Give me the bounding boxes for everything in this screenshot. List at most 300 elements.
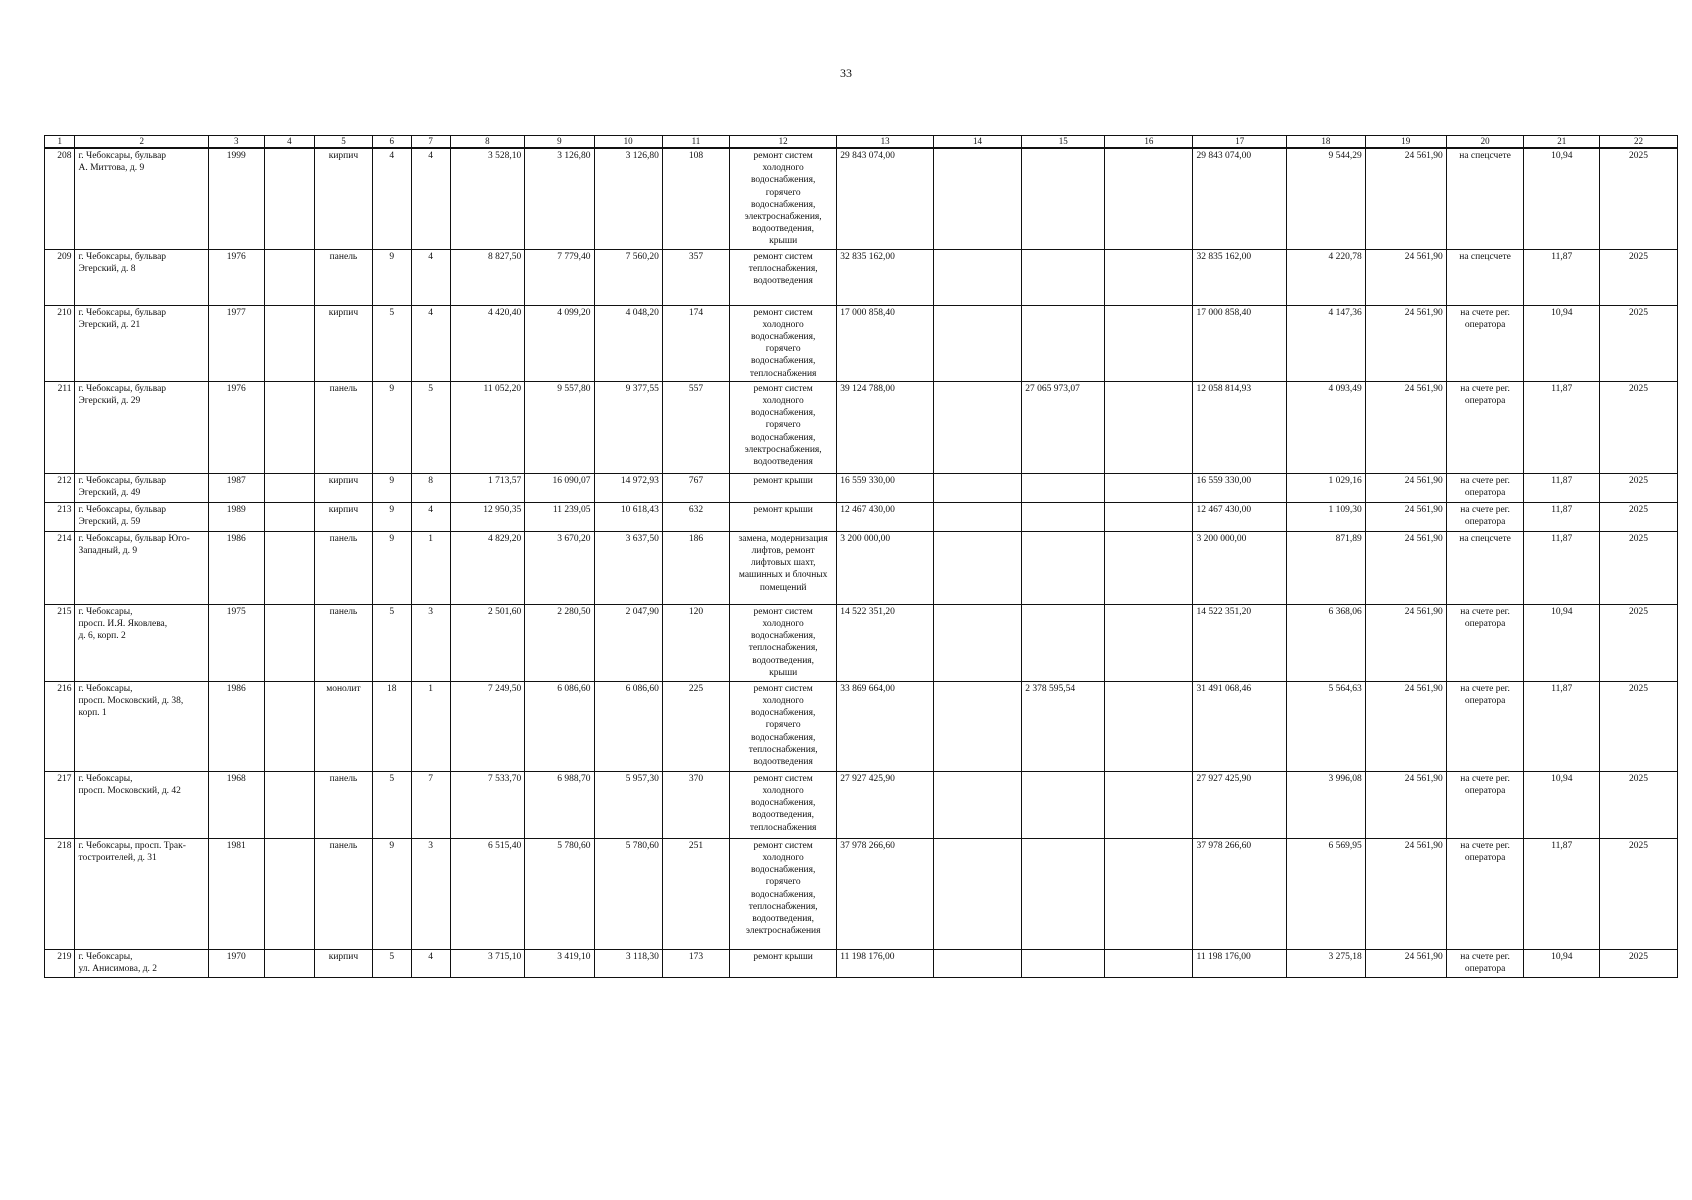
col17-cell: 12 058 814,93	[1193, 381, 1287, 473]
area-a-cell: 11 239,05	[525, 502, 594, 531]
area-b-cell: 3 126,80	[594, 148, 662, 249]
floors-cell: 5	[372, 949, 411, 977]
residents-cell: 173	[662, 949, 729, 977]
area-total-cell: 3 715,10	[450, 949, 525, 977]
row-number: 213	[45, 502, 75, 531]
col22-cell: 2025	[1600, 604, 1678, 681]
account-cell: на счете рег. оператора	[1446, 381, 1524, 473]
area-a-cell: 9 557,80	[525, 381, 594, 473]
address-cell: г. Чебоксары, бульвар Эгерский, д. 49	[75, 473, 208, 502]
table-row	[45, 604, 1678, 681]
total-cost-cell: 3 200 000,00	[837, 531, 934, 604]
account-cell: на счете рег. оператора	[1446, 838, 1524, 949]
column-number: 17	[1193, 136, 1287, 149]
works-cell: ремонт систем холодного водоснабжения, горячего водоснабжения, теплоснабжения	[730, 305, 837, 381]
area-a-cell: 5 780,60	[525, 838, 594, 949]
col19-cell: 24 561,90	[1365, 681, 1446, 771]
col22-cell: 2025	[1600, 305, 1678, 381]
col17-cell: 12 467 430,00	[1193, 502, 1287, 531]
col17-cell: 32 835 162,00	[1193, 249, 1287, 305]
total-cost-cell: 39 124 788,00	[837, 381, 934, 473]
material-cell: панель	[315, 771, 373, 838]
floors-cell: 9	[372, 473, 411, 502]
col15-cell	[1022, 604, 1105, 681]
col14-cell	[933, 838, 1021, 949]
material-cell: кирпич	[315, 148, 373, 249]
total-cost-cell: 33 869 664,00	[837, 681, 934, 771]
col21-cell: 11,87	[1524, 502, 1600, 531]
col21-cell: 10,94	[1524, 148, 1600, 249]
material-cell: кирпич	[315, 502, 373, 531]
column-number: 5	[315, 136, 373, 149]
col17-cell: 16 559 330,00	[1193, 473, 1287, 502]
works-cell: ремонт крыши	[730, 502, 837, 531]
total-cost-cell: 12 467 430,00	[837, 502, 934, 531]
column-number: 8	[450, 136, 525, 149]
table-row	[45, 381, 1678, 473]
residents-cell: 186	[662, 531, 729, 604]
entrances-cell: 4	[411, 305, 450, 381]
col19-cell: 24 561,90	[1365, 838, 1446, 949]
col16-cell	[1105, 838, 1193, 949]
col4-cell	[264, 148, 314, 249]
col15-cell	[1022, 249, 1105, 305]
residents-cell: 251	[662, 838, 729, 949]
works-cell: ремонт систем холодного водоснабжения, горячего водоснабжения, теплоснабжения, водоотведения, электроснабжения	[730, 838, 837, 949]
table-row	[45, 531, 1678, 604]
floors-cell: 5	[372, 604, 411, 681]
material-cell: панель	[315, 531, 373, 604]
residents-cell: 767	[662, 473, 729, 502]
residents-cell: 557	[662, 381, 729, 473]
col21-cell: 11,87	[1524, 381, 1600, 473]
table-row	[45, 305, 1678, 381]
col19-cell: 24 561,90	[1365, 381, 1446, 473]
material-cell: кирпич	[315, 949, 373, 977]
col21-cell: 10,94	[1524, 949, 1600, 977]
area-a-cell: 6 988,70	[525, 771, 594, 838]
col17-cell: 27 927 425,90	[1193, 771, 1287, 838]
area-b-cell: 3 118,30	[594, 949, 662, 977]
col19-cell: 24 561,90	[1365, 604, 1446, 681]
col18-cell: 1 029,16	[1286, 473, 1365, 502]
col19-cell: 24 561,90	[1365, 771, 1446, 838]
col22-cell: 2025	[1600, 502, 1678, 531]
total-cost-cell: 17 000 858,40	[837, 305, 934, 381]
col14-cell	[933, 249, 1021, 305]
area-total-cell: 3 528,10	[450, 148, 525, 249]
residents-cell: 632	[662, 502, 729, 531]
row-number: 217	[45, 771, 75, 838]
col19-cell: 24 561,90	[1365, 148, 1446, 249]
floors-cell: 9	[372, 249, 411, 305]
total-cost-cell: 37 978 266,60	[837, 838, 934, 949]
material-cell: панель	[315, 838, 373, 949]
col18-cell: 5 564,63	[1286, 681, 1365, 771]
col18-cell: 3 996,08	[1286, 771, 1365, 838]
address-cell: г. Чебоксары, бульвар Эгерский, д. 29	[75, 381, 208, 473]
area-b-cell: 3 637,50	[594, 531, 662, 604]
floors-cell: 5	[372, 771, 411, 838]
entrances-cell: 4	[411, 502, 450, 531]
table-row	[45, 249, 1678, 305]
total-cost-cell: 16 559 330,00	[837, 473, 934, 502]
year-cell: 1970	[208, 949, 264, 977]
address-cell: г. Чебоксары, бульвар Эгерский, д. 21	[75, 305, 208, 381]
col4-cell	[264, 381, 314, 473]
floors-cell: 4	[372, 148, 411, 249]
table-row	[45, 681, 1678, 771]
area-a-cell: 7 779,40	[525, 249, 594, 305]
year-cell: 1981	[208, 838, 264, 949]
col15-cell	[1022, 148, 1105, 249]
col15-cell	[1022, 771, 1105, 838]
col22-cell: 2025	[1600, 473, 1678, 502]
col17-cell: 17 000 858,40	[1193, 305, 1287, 381]
col14-cell	[933, 949, 1021, 977]
col16-cell	[1105, 604, 1193, 681]
col17-cell: 3 200 000,00	[1193, 531, 1287, 604]
column-number: 4	[264, 136, 314, 149]
total-cost-cell: 14 522 351,20	[837, 604, 934, 681]
address-cell: г. Чебоксары, просп. Московский, д. 38, корп. 1	[75, 681, 208, 771]
row-number: 216	[45, 681, 75, 771]
entrances-cell: 3	[411, 604, 450, 681]
col16-cell	[1105, 249, 1193, 305]
year-cell: 1987	[208, 473, 264, 502]
row-number: 211	[45, 381, 75, 473]
column-number: 22	[1600, 136, 1678, 149]
residents-cell: 370	[662, 771, 729, 838]
floors-cell: 9	[372, 381, 411, 473]
table-row	[45, 502, 1678, 531]
col16-cell	[1105, 949, 1193, 977]
col18-cell: 4 093,49	[1286, 381, 1365, 473]
area-total-cell: 4 420,40	[450, 305, 525, 381]
year-cell: 1968	[208, 771, 264, 838]
column-number: 16	[1105, 136, 1193, 149]
column-number: 20	[1446, 136, 1524, 149]
col22-cell: 2025	[1600, 531, 1678, 604]
column-number: 2	[75, 136, 208, 149]
residents-cell: 108	[662, 148, 729, 249]
row-number: 218	[45, 838, 75, 949]
col15-cell	[1022, 949, 1105, 977]
area-total-cell: 4 829,20	[450, 531, 525, 604]
total-cost-cell: 32 835 162,00	[837, 249, 934, 305]
entrances-cell: 7	[411, 771, 450, 838]
col17-cell: 14 522 351,20	[1193, 604, 1287, 681]
col21-cell: 10,94	[1524, 305, 1600, 381]
entrances-cell: 1	[411, 531, 450, 604]
table-row	[45, 771, 1678, 838]
column-number: 9	[525, 136, 594, 149]
col21-cell: 11,87	[1524, 681, 1600, 771]
works-cell: замена, модернизация лифтов, ремонт лифтовых шахт, машинных и блочных помещений	[730, 531, 837, 604]
col16-cell	[1105, 531, 1193, 604]
col18-cell: 9 544,29	[1286, 148, 1365, 249]
col18-cell: 4 220,78	[1286, 249, 1365, 305]
area-total-cell: 8 827,50	[450, 249, 525, 305]
total-cost-cell: 27 927 425,90	[837, 771, 934, 838]
year-cell: 1989	[208, 502, 264, 531]
works-cell: ремонт крыши	[730, 949, 837, 977]
material-cell: кирпич	[315, 473, 373, 502]
col14-cell	[933, 381, 1021, 473]
col21-cell: 10,94	[1524, 771, 1600, 838]
entrances-cell: 5	[411, 381, 450, 473]
works-cell: ремонт систем холодного водоснабжения, горячего водоснабжения, электроснабжения, водоотведения, крыши	[730, 148, 837, 249]
account-cell: на спецсчете	[1446, 531, 1524, 604]
col16-cell	[1105, 148, 1193, 249]
floors-cell: 9	[372, 502, 411, 531]
column-number: 15	[1022, 136, 1105, 149]
material-cell: панель	[315, 381, 373, 473]
col21-cell: 11,87	[1524, 838, 1600, 949]
column-number: 14	[933, 136, 1021, 149]
col14-cell	[933, 473, 1021, 502]
year-cell: 1986	[208, 531, 264, 604]
area-a-cell: 16 090,07	[525, 473, 594, 502]
area-total-cell: 11 052,20	[450, 381, 525, 473]
col14-cell	[933, 604, 1021, 681]
col17-cell: 11 198 176,00	[1193, 949, 1287, 977]
col22-cell: 2025	[1600, 771, 1678, 838]
total-cost-cell: 29 843 074,00	[837, 148, 934, 249]
material-cell: кирпич	[315, 305, 373, 381]
column-number: 12	[730, 136, 837, 149]
works-cell: ремонт систем холодного водоснабжения, горячего водоснабжения, теплоснабжения, водоотведения	[730, 681, 837, 771]
area-total-cell: 7 249,50	[450, 681, 525, 771]
account-cell: на счете рег. оператора	[1446, 681, 1524, 771]
floors-cell: 9	[372, 531, 411, 604]
area-b-cell: 2 047,90	[594, 604, 662, 681]
column-number: 18	[1286, 136, 1365, 149]
area-total-cell: 12 950,35	[450, 502, 525, 531]
residents-cell: 174	[662, 305, 729, 381]
col15-cell	[1022, 305, 1105, 381]
residents-cell: 357	[662, 249, 729, 305]
col19-cell: 24 561,90	[1365, 249, 1446, 305]
area-b-cell: 14 972,93	[594, 473, 662, 502]
col14-cell	[933, 681, 1021, 771]
col4-cell	[264, 771, 314, 838]
col4-cell	[264, 305, 314, 381]
area-b-cell: 9 377,55	[594, 381, 662, 473]
col17-cell: 29 843 074,00	[1193, 148, 1287, 249]
col18-cell: 4 147,36	[1286, 305, 1365, 381]
col4-cell	[264, 531, 314, 604]
floors-cell: 18	[372, 681, 411, 771]
area-total-cell: 1 713,57	[450, 473, 525, 502]
col15-cell	[1022, 531, 1105, 604]
account-cell: на счете рег. оператора	[1446, 502, 1524, 531]
col14-cell	[933, 531, 1021, 604]
address-cell: г. Чебоксары, бульвар А. Миттова, д. 9	[75, 148, 208, 249]
entrances-cell: 3	[411, 838, 450, 949]
row-number: 219	[45, 949, 75, 977]
page-number: 33	[840, 66, 852, 80]
area-total-cell: 6 515,40	[450, 838, 525, 949]
row-number: 214	[45, 531, 75, 604]
address-cell: г. Чебоксары, бульвар Юго- Западный, д. 9	[75, 531, 208, 604]
row-number: 212	[45, 473, 75, 502]
address-cell: г. Чебоксары, ул. Анисимова, д. 2	[75, 949, 208, 977]
row-number: 215	[45, 604, 75, 681]
area-b-cell: 7 560,20	[594, 249, 662, 305]
col16-cell	[1105, 502, 1193, 531]
col4-cell	[264, 604, 314, 681]
works-cell: ремонт систем холодного водоснабжения, теплоснабжения, водоотведения, крыши	[730, 604, 837, 681]
col22-cell: 2025	[1600, 838, 1678, 949]
col18-cell: 3 275,18	[1286, 949, 1365, 977]
floors-cell: 9	[372, 838, 411, 949]
col22-cell: 2025	[1600, 381, 1678, 473]
col19-cell: 24 561,90	[1365, 305, 1446, 381]
row-number: 209	[45, 249, 75, 305]
col14-cell	[933, 502, 1021, 531]
col21-cell: 11,87	[1524, 249, 1600, 305]
col4-cell	[264, 502, 314, 531]
area-b-cell: 5 780,60	[594, 838, 662, 949]
col15-cell	[1022, 838, 1105, 949]
year-cell: 1976	[208, 381, 264, 473]
col16-cell	[1105, 771, 1193, 838]
col18-cell: 871,89	[1286, 531, 1365, 604]
column-number: 7	[411, 136, 450, 149]
area-b-cell: 5 957,30	[594, 771, 662, 838]
col17-cell: 31 491 068,46	[1193, 681, 1287, 771]
address-cell: г. Чебоксары, бульвар Эгерский, д. 59	[75, 502, 208, 531]
column-number: 21	[1524, 136, 1600, 149]
area-total-cell: 7 533,70	[450, 771, 525, 838]
account-cell: на счете рег. оператора	[1446, 473, 1524, 502]
year-cell: 1976	[208, 249, 264, 305]
entrances-cell: 4	[411, 949, 450, 977]
area-b-cell: 10 618,43	[594, 502, 662, 531]
entrances-cell: 4	[411, 148, 450, 249]
table-row	[45, 949, 1678, 977]
works-cell: ремонт систем теплоснабжения, водоотведения	[730, 249, 837, 305]
repair-program-table	[44, 135, 1678, 978]
table-row	[45, 148, 1678, 249]
area-a-cell: 3 419,10	[525, 949, 594, 977]
area-a-cell: 3 126,80	[525, 148, 594, 249]
col16-cell	[1105, 681, 1193, 771]
account-cell: на счете рег. оператора	[1446, 305, 1524, 381]
account-cell: на счете рег. оператора	[1446, 771, 1524, 838]
entrances-cell: 8	[411, 473, 450, 502]
address-cell: г. Чебоксары, бульвар Эгерский, д. 8	[75, 249, 208, 305]
col14-cell	[933, 771, 1021, 838]
col14-cell	[933, 148, 1021, 249]
col4-cell	[264, 249, 314, 305]
residents-cell: 225	[662, 681, 729, 771]
year-cell: 1986	[208, 681, 264, 771]
address-cell: г. Чебоксары, просп. И.Я. Яковлева, д. 6, корп. 2	[75, 604, 208, 681]
account-cell: на счете рег. оператора	[1446, 949, 1524, 977]
works-cell: ремонт крыши	[730, 473, 837, 502]
col18-cell: 6 569,95	[1286, 838, 1365, 949]
floors-cell: 5	[372, 305, 411, 381]
year-cell: 1999	[208, 148, 264, 249]
material-cell: панель	[315, 604, 373, 681]
col19-cell: 24 561,90	[1365, 531, 1446, 604]
col4-cell	[264, 681, 314, 771]
col4-cell	[264, 949, 314, 977]
area-total-cell: 2 501,60	[450, 604, 525, 681]
column-number: 11	[662, 136, 729, 149]
col22-cell: 2025	[1600, 148, 1678, 249]
material-cell: панель	[315, 249, 373, 305]
address-cell: г. Чебоксары, просп. Московский, д. 42	[75, 771, 208, 838]
residents-cell: 120	[662, 604, 729, 681]
col19-cell: 24 561,90	[1365, 502, 1446, 531]
col21-cell: 11,87	[1524, 473, 1600, 502]
column-number: 3	[208, 136, 264, 149]
column-number: 19	[1365, 136, 1446, 149]
col16-cell	[1105, 381, 1193, 473]
area-a-cell: 4 099,20	[525, 305, 594, 381]
column-number-row	[45, 136, 1678, 149]
table-row	[45, 838, 1678, 949]
area-a-cell: 3 670,20	[525, 531, 594, 604]
area-b-cell: 6 086,60	[594, 681, 662, 771]
address-cell: г. Чебоксары, просп. Трак- тостроителей, д. 31	[75, 838, 208, 949]
col21-cell: 11,87	[1524, 531, 1600, 604]
account-cell: на счете рег. оператора	[1446, 604, 1524, 681]
area-a-cell: 6 086,60	[525, 681, 594, 771]
col22-cell: 2025	[1600, 249, 1678, 305]
col4-cell	[264, 838, 314, 949]
col16-cell	[1105, 305, 1193, 381]
col16-cell	[1105, 473, 1193, 502]
col22-cell: 2025	[1600, 949, 1678, 977]
col15-cell	[1022, 473, 1105, 502]
col14-cell	[933, 305, 1021, 381]
year-cell: 1977	[208, 305, 264, 381]
col19-cell: 24 561,90	[1365, 949, 1446, 977]
material-cell: монолит	[315, 681, 373, 771]
col21-cell: 10,94	[1524, 604, 1600, 681]
row-number: 210	[45, 305, 75, 381]
col4-cell	[264, 473, 314, 502]
col19-cell: 24 561,90	[1365, 473, 1446, 502]
column-number: 10	[594, 136, 662, 149]
account-cell: на спецсчете	[1446, 148, 1524, 249]
entrances-cell: 4	[411, 249, 450, 305]
works-cell: ремонт систем холодного водоснабжения, горячего водоснабжения, электроснабжения, водоотведения	[730, 381, 837, 473]
column-number: 1	[45, 136, 75, 149]
table-row	[45, 473, 1678, 502]
total-cost-cell: 11 198 176,00	[837, 949, 934, 977]
year-cell: 1975	[208, 604, 264, 681]
area-b-cell: 4 048,20	[594, 305, 662, 381]
col15-cell: 2 378 595,54	[1022, 681, 1105, 771]
col22-cell: 2025	[1600, 681, 1678, 771]
entrances-cell: 1	[411, 681, 450, 771]
col15-cell: 27 065 973,07	[1022, 381, 1105, 473]
col18-cell: 1 109,30	[1286, 502, 1365, 531]
col18-cell: 6 368,06	[1286, 604, 1365, 681]
area-a-cell: 2 280,50	[525, 604, 594, 681]
account-cell: на спецсчете	[1446, 249, 1524, 305]
row-number: 208	[45, 148, 75, 249]
column-number: 13	[837, 136, 934, 149]
works-cell: ремонт систем холодного водоснабжения, водоотведения, теплоснабжения	[730, 771, 837, 838]
col17-cell: 37 978 266,60	[1193, 838, 1287, 949]
col15-cell	[1022, 502, 1105, 531]
